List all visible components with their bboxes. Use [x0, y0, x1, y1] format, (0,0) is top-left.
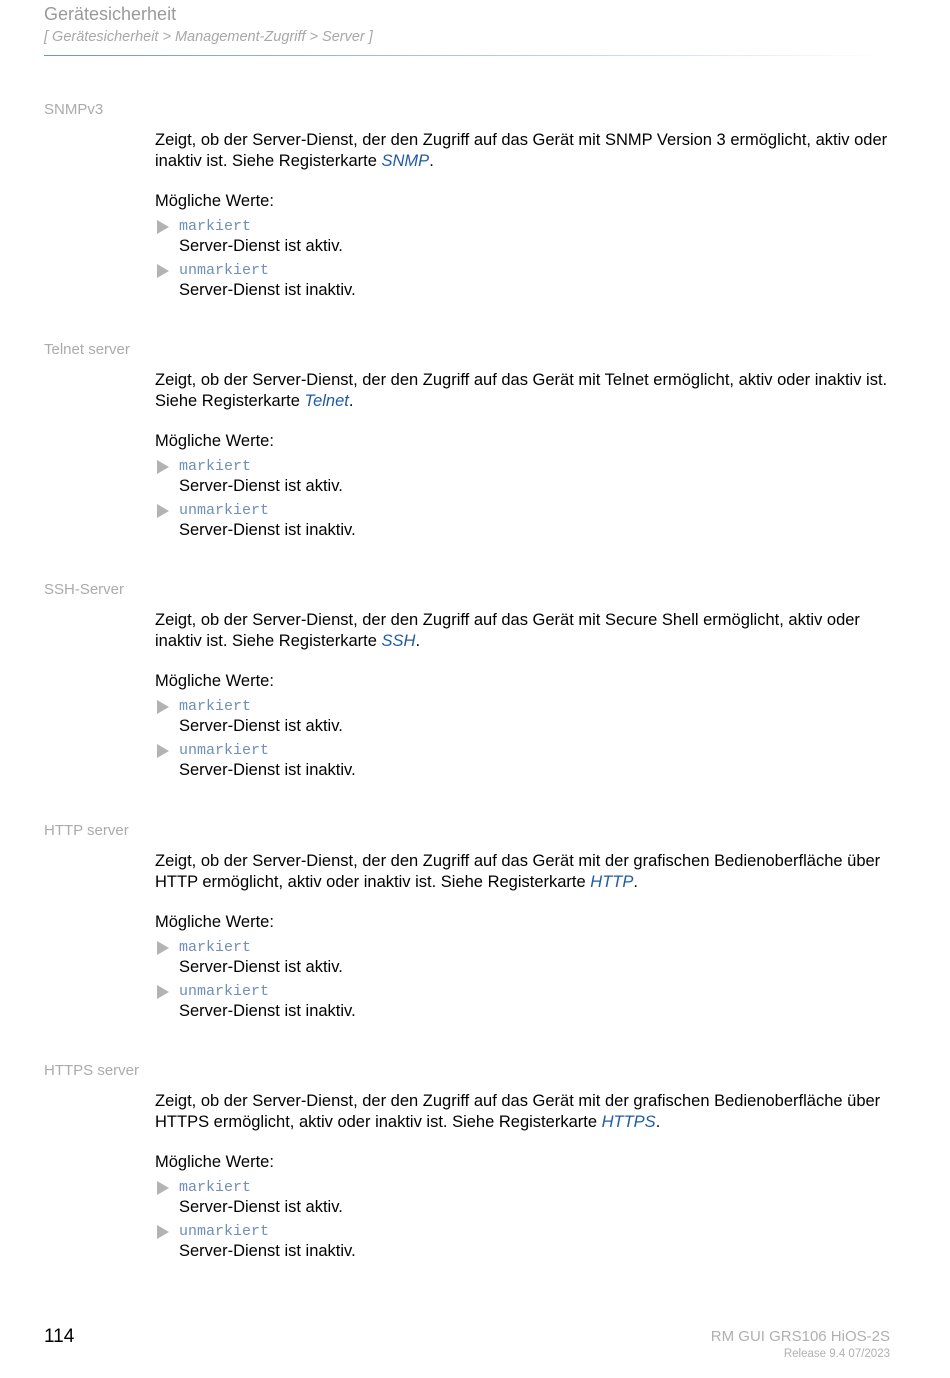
value-code: unmarkiert [179, 983, 270, 1000]
value-description: Server-Dienst ist aktiv. [179, 958, 343, 976]
value-code: unmarkiert [179, 742, 270, 759]
value-item [155, 501, 895, 540]
release-info: Release 9.4 07/2023 [783, 1348, 890, 1360]
value-item [155, 938, 895, 977]
section-snmpv3 [44, 101, 894, 299]
section-description: Zeigt, ob der Server-Dienst, der den Zugriff auf das Gerät mit SNMP Version 3 ermöglicht, aktiv oder inaktiv ist. Siehe Registerkarte SNMP. [155, 131, 888, 170]
section-description: Zeigt, ob der Server-Dienst, der den Zugriff auf das Gerät mit Telnet ermöglicht, aktiv oder inaktiv ist. Siehe Registerkarte Telnet. [155, 371, 888, 410]
triangle-bullet-icon [157, 1181, 169, 1195]
value-item [155, 697, 895, 736]
triangle-bullet-icon [157, 1225, 169, 1239]
value-code: markiert [179, 698, 252, 715]
page-header [44, 4, 892, 46]
value-code: markiert [179, 1179, 252, 1196]
triangle-bullet-icon [157, 504, 169, 518]
section-label: Telnet server [44, 341, 130, 358]
tab-link-https[interactable]: HTTPS [601, 1112, 656, 1131]
section-label: SNMPv3 [44, 101, 104, 118]
possible-values-heading: Mögliche Werte: [155, 192, 274, 210]
tab-link-ssh[interactable]: SSH [381, 631, 416, 650]
triangle-bullet-icon [157, 220, 169, 234]
triangle-bullet-icon [157, 941, 169, 955]
value-description: Server-Dienst ist inaktiv. [179, 281, 356, 299]
page-number: 114 [44, 1326, 75, 1347]
value-description: Server-Dienst ist inaktiv. [179, 1002, 356, 1020]
value-code: markiert [179, 939, 252, 956]
value-description: Server-Dienst ist inaktiv. [179, 521, 356, 539]
value-description: Server-Dienst ist aktiv. [179, 477, 343, 495]
footer-info [711, 1328, 890, 1360]
value-code: unmarkiert [179, 502, 270, 519]
possible-values-heading: Mögliche Werte: [155, 913, 274, 931]
value-code: markiert [179, 218, 252, 235]
section-description: Zeigt, ob der Server-Dienst, der den Zugriff auf das Gerät mit der grafischen Bedienoberfläche über HTTP ermöglicht, aktiv oder inaktiv ist. Siehe Registerkarte HTTP. [155, 852, 881, 891]
value-item [155, 1222, 895, 1261]
header-divider [44, 55, 884, 56]
section-https-server [44, 1062, 894, 1260]
value-code: unmarkiert [179, 262, 270, 279]
value-description: Server-Dienst ist aktiv. [179, 237, 343, 255]
section-http-server [44, 822, 894, 1020]
value-item [155, 982, 895, 1021]
page-title: Gerätesicherheit [44, 4, 177, 24]
value-item [155, 217, 895, 256]
document-id: RM GUI GRS106 HiOS-2S [710, 1328, 890, 1345]
value-description: Server-Dienst ist inaktiv. [179, 761, 356, 779]
value-description: Server-Dienst ist inaktiv. [179, 1242, 356, 1260]
section-label: SSH-Server [44, 581, 125, 598]
triangle-bullet-icon [157, 264, 169, 278]
triangle-bullet-icon [157, 985, 169, 999]
section-ssh-server [44, 581, 894, 779]
value-item [155, 457, 895, 496]
value-item [155, 261, 895, 300]
section-description: Zeigt, ob der Server-Dienst, der den Zugriff auf das Gerät mit der grafischen Bedienoberfläche über HTTPS ermöglicht, aktiv oder inaktiv ist. Siehe Registerkarte HTTPS. [155, 1092, 881, 1131]
breadcrumb: [ Gerätesicherheit > Management-Zugriff > Server ] [44, 29, 373, 45]
tab-link-http[interactable]: HTTP [590, 872, 634, 891]
value-item [155, 1178, 895, 1217]
triangle-bullet-icon [157, 700, 169, 714]
section-description: Zeigt, ob der Server-Dienst, der den Zugriff auf das Gerät mit Secure Shell ermöglicht, aktiv oder inaktiv ist. Siehe Registerkarte SSH. [155, 611, 860, 650]
possible-values-heading: Mögliche Werte: [155, 432, 274, 450]
value-description: Server-Dienst ist aktiv. [179, 717, 343, 735]
value-code: unmarkiert [179, 1223, 270, 1240]
value-item [155, 741, 895, 780]
tab-link-telnet[interactable]: Telnet [304, 391, 349, 410]
tab-link-snmp[interactable]: SNMP [381, 151, 430, 170]
section-label: HTTPS server [44, 1062, 140, 1079]
possible-values-heading: Mögliche Werte: [155, 672, 274, 690]
triangle-bullet-icon [157, 460, 169, 474]
section-label: HTTP server [44, 822, 129, 839]
possible-values-heading: Mögliche Werte: [155, 1153, 274, 1171]
value-code: markiert [179, 458, 252, 475]
triangle-bullet-icon [157, 744, 169, 758]
value-description: Server-Dienst ist aktiv. [179, 1198, 343, 1216]
section-telnet-server [44, 341, 894, 539]
